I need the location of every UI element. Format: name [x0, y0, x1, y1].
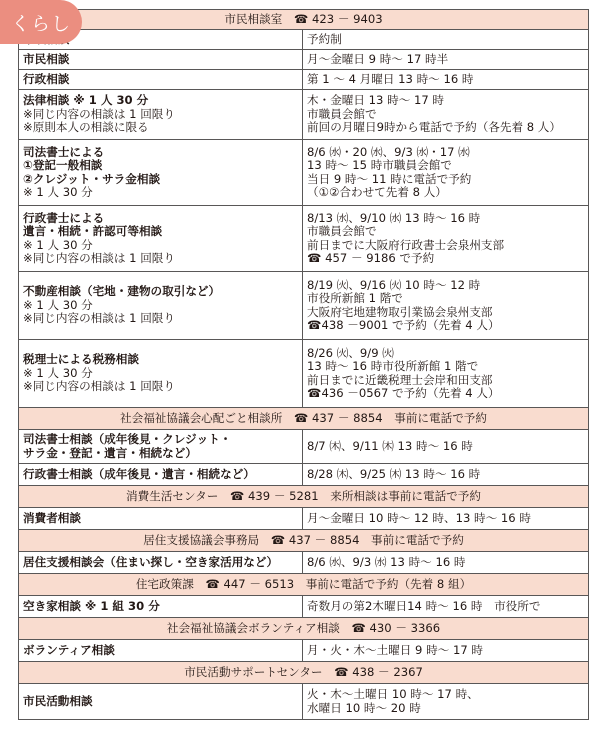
consultation-detail-cell	[303, 684, 589, 720]
consultation-name: 行政書士相談（成年後見・遺言・相続など）	[19, 464, 303, 486]
section-header	[19, 408, 589, 430]
consultation-note: ※原則本人の相談に限る	[23, 120, 149, 135]
consultation-name: 司法書士相談（成年後見・クレジット・	[23, 432, 232, 446]
consultation-detail-cell	[303, 90, 589, 140]
consultation-detail: 8/6 ㈬・20 ㈬、9/3 ㈬・17 ㈬	[307, 144, 470, 159]
consultation-name: 市民活動相談	[19, 684, 303, 720]
table-row	[19, 684, 589, 720]
consultation-detail: 前日までに近畿税理士会岸和田支部	[307, 372, 493, 387]
consultation-note: ※ 1 人 30 分	[23, 185, 93, 199]
consultation-detail: 8/26 ㈫、9/9 ㈫	[307, 345, 394, 360]
consultation-detail: 水曜日 10 時～ 20 時	[307, 700, 421, 715]
consultation-detail: ☎438 －9001 で予約（先着 4 人）	[307, 318, 500, 332]
table-row	[19, 30, 589, 50]
table-row	[19, 140, 589, 206]
consultation-detail-cell	[303, 272, 589, 340]
consultation-name: 不動産相談（宅地・建物の取引など）	[23, 284, 221, 299]
table-row	[19, 552, 589, 574]
consultation-detail-cell	[303, 340, 589, 408]
consultation-detail: 市職員会館で	[307, 224, 377, 238]
table-row	[19, 508, 589, 530]
table-row	[19, 90, 589, 140]
consultation-note: ※ 1 人 30 分	[23, 297, 93, 312]
consultation-name: ボランティア相談	[19, 640, 303, 662]
consultation-note: ※ 1 人 30 分	[23, 365, 93, 380]
consultation-detail: 13 時～ 16 時市役所新館 1 階で	[307, 359, 479, 373]
consultation-detail: 大阪府宅地建物取引業協会泉州支部	[307, 304, 493, 319]
table-row	[19, 206, 589, 272]
consultation-name-cell	[19, 140, 303, 206]
section-civic-support: 市民活動サポートセンター ☎ 438 － 2367	[19, 662, 589, 684]
consultation-detail: 火・木～土曜日 10 時～ 17 時、	[307, 687, 479, 701]
consultation-detail-cell	[303, 206, 589, 272]
consultation-note: ※同じ内容の相談は 1 回限り	[23, 251, 175, 265]
table-row	[19, 430, 589, 464]
consultation-name-cell	[19, 90, 303, 140]
consultation-name: 行政書士による	[23, 210, 105, 225]
consultation-detail: 奇数月の第2木曜日14 時～ 16 時 市役所で	[303, 596, 589, 618]
section-header	[19, 10, 589, 30]
section-citizen-office: 市民相談室 ☎ 423 － 9403	[19, 10, 589, 30]
consultation-detail: 月・火・木～土曜日 9 時～ 17 時	[303, 640, 589, 662]
category-tag	[0, 0, 82, 44]
consultation-name: 消費者相談	[19, 508, 303, 530]
table-row	[19, 272, 589, 340]
consultation-detail: 月～金曜日 10 時～ 12 時、13 時～ 16 時	[303, 508, 589, 530]
consultation-name-cell	[19, 340, 303, 408]
consultation-detail: 第 1 ～ 4 月曜日 13 時～ 16 時	[303, 70, 589, 90]
consultation-detail: 当日 9 時～ 11 時に電話で予約	[307, 171, 472, 186]
consultation-detail: 予約制	[303, 30, 589, 50]
section-housing-policy: 住宅政策課 ☎ 447 － 6513 事前に電話で予約（先着 8 組）	[19, 574, 589, 596]
consultation-detail: ☎ 457 － 9186 で予約	[307, 251, 435, 265]
consultation-detail: 市役所新館 1 階で	[307, 291, 403, 305]
section-header	[19, 662, 589, 684]
consultation-name: 司法書士による	[23, 144, 105, 159]
consultation-name: ①登記一般相談	[23, 158, 103, 172]
consultation-detail: 8/6 ㈬、9/3 ㈬ 13 時～ 16 時	[303, 552, 589, 574]
consultation-note: ※同じ内容の相談は 1 回限り	[23, 379, 175, 394]
consultation-schedule-table	[18, 9, 589, 720]
consultation-name: サラ金・登記・遺言・相続など）	[23, 445, 197, 460]
section-welfare-council: 社会福祉協議会心配ごと相談所 ☎ 437 － 8854 事前に電話で予約	[19, 408, 589, 430]
section-housing-support: 居住支援協議会事務局 ☎ 437 － 8854 事前に電話で予約	[19, 530, 589, 552]
consultation-name: 法律相談 ※ 1 人 30 分	[23, 93, 149, 108]
table-row	[19, 464, 589, 486]
section-consumer-center: 消費生活センター ☎ 439 － 5281 来所相談は事前に電話で予約	[19, 486, 589, 508]
consultation-detail: （①②合わせて先着 8 人）	[307, 185, 447, 199]
consultation-detail: 8/7 ㈭、9/11 ㈭ 13 時～ 16 時	[303, 430, 589, 464]
table-row	[19, 50, 589, 70]
consultation-note: ※ 1 人 30 分	[23, 237, 93, 252]
consultation-note: ※同じ内容の相談は 1 回限り	[23, 106, 175, 121]
consultation-detail: 8/13 ㈬、9/10 ㈬ 13 時～ 16 時	[307, 210, 481, 225]
consultation-detail: 13 時～ 15 時市職員会館で	[307, 158, 452, 172]
consultation-detail: 前回の月曜日9時から電話で予約（各先着 8 人）	[307, 120, 561, 135]
section-header	[19, 486, 589, 508]
consultation-detail: ☎436 －0567 で予約（先着 4 人）	[307, 386, 500, 400]
section-header	[19, 618, 589, 640]
consultation-detail: 木・金曜日 13 時～ 17 時	[307, 93, 444, 108]
consultation-name-cell	[19, 272, 303, 340]
section-volunteer-center: 社会福祉協議会ボランティア相談 ☎ 430 － 3366	[19, 618, 589, 640]
table-row	[19, 70, 589, 90]
consultation-name: ②クレジット・サラ金相談	[23, 171, 161, 186]
consultation-detail: 8/28 ㈭、9/25 ㈭ 13 時～ 16 時	[303, 464, 589, 486]
consultation-name: 空き家相談 ※ 1 組 30 分	[19, 596, 303, 618]
section-header	[19, 530, 589, 552]
consultation-name: 税理士による税務相談	[23, 352, 139, 367]
consultation-name: 行政相談	[19, 70, 303, 90]
category-tag-label: くらし	[10, 12, 71, 35]
consultation-name: 居住支援相談会（住まい探し・空き家活用など）	[19, 552, 303, 574]
table-row	[19, 596, 589, 618]
consultation-note: ※同じ内容の相談は 1 回限り	[23, 311, 175, 326]
consultation-detail: 月～金曜日 9 時～ 17 時半	[303, 50, 589, 70]
consultation-name-cell	[19, 206, 303, 272]
section-header	[19, 574, 589, 596]
table-row	[19, 640, 589, 662]
consultation-detail: 前日までに大阪府行政書士会泉州支部	[307, 237, 505, 252]
consultation-detail: 市職員会館で	[307, 106, 377, 121]
consultation-detail: 8/19 ㈫、9/16 ㈫ 10 時～ 12 時	[307, 277, 481, 292]
consultation-name: 遺言・相続・許認可等相談	[23, 224, 163, 238]
table-row	[19, 340, 589, 408]
consultation-name: 市民相談	[19, 50, 303, 70]
consultation-detail-cell	[303, 140, 589, 206]
consultation-name-cell	[19, 430, 303, 464]
